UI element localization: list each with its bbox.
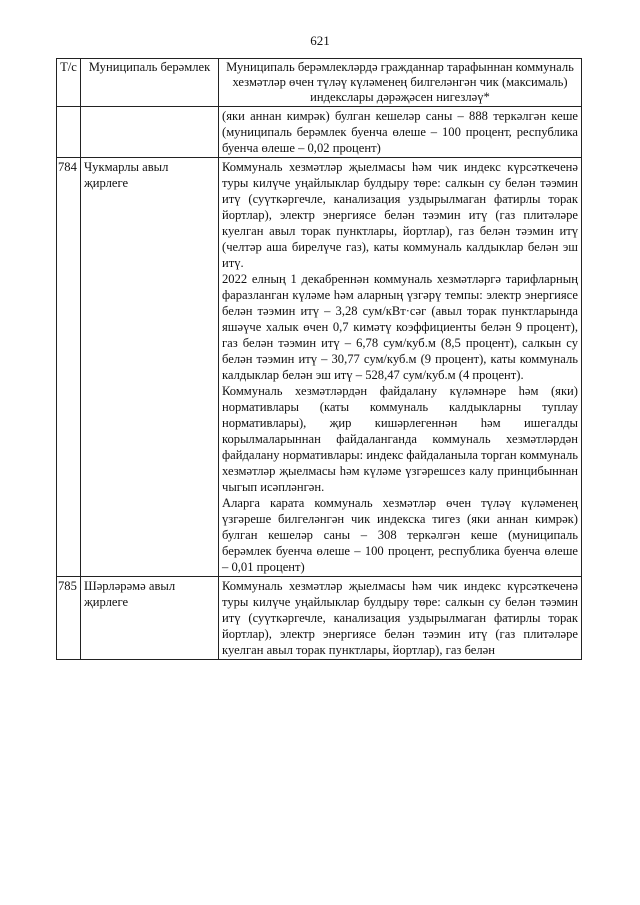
continuation-number-cell — [57, 107, 81, 158]
header-description: Муниципаль берәмлекләрдә гражданнар тарафыннан коммуналь хезмәтләр өчен түләү күләменең билгеләнгән чик (максималь) индекслары дәрәҗәсен нигезләү* — [219, 59, 582, 107]
table-row-784 — [57, 158, 582, 577]
header-number: Т/с — [57, 59, 81, 107]
description-cell — [219, 158, 582, 577]
continuation-description-cell — [219, 107, 582, 158]
municipal-tariff-table — [56, 58, 582, 660]
continuation-paragraph: (яки аннан кимрәк) булган кешеләр саны – 888 теркәлгән кеше (муниципаль берәмлек буенча өлеше – 100 процент, республика буенча өлеше – 0,02 процент) — [222, 109, 578, 155]
header-municipality: Муниципаль берәмлек — [81, 59, 219, 107]
municipality-name: Чукмарлы авыл җирлеге — [81, 158, 219, 577]
table-header-row — [57, 59, 582, 107]
description-paragraph: Коммуналь хезмәтләрдән файдалану күләмнәре һәм (яки) нормативлары (каты коммуналь калдыкларны туплау нормативлары), җир кишәрлегеннән һәм ишегалды корылмаларыннан файдаланганда коммуналь хезмәтләрдән файдалану нормативлары: индекс файдаланыла торган коммуналь хезмәтләр җыелмасы һәм күләме үзгәрешсез калу принцибыннан чыгып исәпләнгән. — [222, 384, 578, 494]
page-number: 621 — [310, 33, 330, 48]
municipality-name: Шәрләрәмә авыл җирлеге — [81, 577, 219, 660]
table-row-continuation — [57, 107, 582, 158]
description-cell — [219, 577, 582, 660]
description-paragraph: Коммуналь хезмәтләр җыелмасы һәм чик индекс күрсәткеченә туры килүче уңайлыклар булдыру төре: салкын су белән тәэмин итү (суүткәргечле, канализация уздырылмаган фатирлы торак йортлар), электр энергиясе белән тәэмин итү (газ плитәләре куелган авыл торак пунктлары, йортлар), газ белән — [222, 579, 578, 657]
description-paragraph: Коммуналь хезмәтләр җыелмасы һәм чик индекс күрсәткеченә туры килүче уңайлыклар булдыру төре: салкын су белән тәэмин итү (суүткәргечле, канализация уздырылмаган фатирлы торак йортлар), электр энергиясе белән тәэмин итү (газ плитәләре куелган авыл торак пунктлары, йортлар), газ белән тәэмин итү (челтәр аша бирелүче газ), каты коммуналь калдыклар белән эш итү. — [222, 160, 578, 270]
description-paragraph: 2022 елның 1 декабреннән коммуналь хезмәтләргә тарифларның фаразланган күләме һәм аларның үзгәрү темпы: электр энергиясе белән тәэмин итү – 3,28 сум/кВт·сәг (авыл торак пунктларында яшәүче халык өчен 0,7 кимәтү коэффициенты белән 9 процент), газ белән тәэмин итү – 6,78 сум/куб.м (8,5 процент), салкын су белән тәэмин итү – 30,77 сум/куб.м (9 процент), каты коммуналь калдыклар белән эш итү – 528,47 сум/куб.м (4 процент). — [222, 272, 578, 382]
table-row-785 — [57, 577, 582, 660]
row-number: 784 — [57, 158, 81, 577]
description-paragraph: Аларга карата коммуналь хезмәтләр өчен түләү күләменең үзгәреше билгеләнгән чик индекска тигез (яки аннан кимрәк) булган кешеләр саны – 308 теркәлгән кеше (муниципаль берәмлек буенча өлеше – 100 процент, республика буенча өлеше – 0,01 процент) — [222, 496, 578, 574]
row-number: 785 — [57, 577, 81, 660]
continuation-municipality-cell — [81, 107, 219, 158]
